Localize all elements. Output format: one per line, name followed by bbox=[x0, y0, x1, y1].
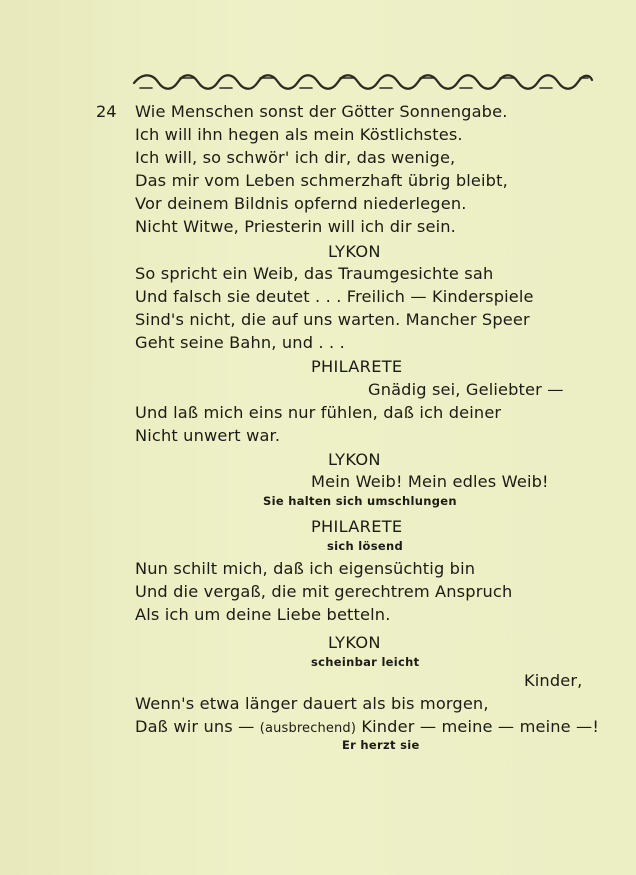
verse-line: So spricht ein Weib, das Traumgesichte sah bbox=[135, 264, 494, 283]
verse-line: Geht seine Bahn, und . . . bbox=[135, 333, 345, 352]
speaker-name: PHILARETE bbox=[311, 517, 403, 536]
verse-line: Vor deinem Bildnis opfernd niederlegen. bbox=[135, 194, 467, 213]
verse-line: Ich will ihn hegen als mein Köstlichstes. bbox=[135, 125, 463, 144]
stage-direction: Er herzt sie bbox=[342, 738, 420, 752]
speaker-name: LYKON bbox=[328, 450, 381, 469]
speaker-name: PHILARETE bbox=[311, 357, 403, 376]
verse-line: Kinder, bbox=[524, 671, 583, 690]
verse-line: Das mir vom Leben schmerzhaft übrig bleibt, bbox=[135, 171, 508, 190]
verse-text: Daß wir uns — bbox=[135, 717, 260, 736]
verse-text: Kinder — meine — meine —! bbox=[356, 717, 600, 736]
verse-line: Nicht unwert war. bbox=[135, 426, 281, 445]
page-number: 24 bbox=[96, 102, 117, 121]
verse-line: Und die vergaß, die mit gerechtrem Anspruch bbox=[135, 582, 513, 601]
verse-line: Nicht Witwe, Priesterin will ich dir sein. bbox=[135, 217, 456, 236]
verse-line: Wenn's etwa länger dauert als bis morgen, bbox=[135, 694, 489, 713]
stage-direction: scheinbar leicht bbox=[311, 655, 420, 669]
verse-line: Und falsch sie deutet . . . Freilich — Kinderspiele bbox=[135, 287, 534, 306]
verse-line: Sind's nicht, die auf uns warten. Mancher Speer bbox=[135, 310, 530, 329]
speaker-name: LYKON bbox=[328, 633, 381, 652]
verse-line: Als ich um deine Liebe betteln. bbox=[135, 605, 391, 624]
verse-line: Wie Menschen sonst der Götter Sonnengabe. bbox=[135, 102, 508, 121]
verse-line: Ich will, so schwör' ich dir, das wenige, bbox=[135, 148, 456, 167]
verse-line: Nun schilt mich, daß ich eigensüchtig bin bbox=[135, 559, 476, 578]
speaker-name: LYKON bbox=[328, 242, 381, 261]
decorative-border-ornament bbox=[132, 70, 594, 96]
verse-line bbox=[135, 717, 599, 736]
verse-line: Mein Weib! Mein edles Weib! bbox=[311, 472, 549, 491]
verse-line: Gnädig sei, Geliebter — bbox=[368, 380, 564, 399]
verse-line: Und laß mich eins nur fühlen, daß ich deiner bbox=[135, 403, 502, 422]
inline-stage-direction: (ausbrechend) bbox=[259, 721, 357, 736]
stage-direction: Sie halten sich umschlungen bbox=[263, 494, 457, 508]
stage-direction: sich lösend bbox=[327, 539, 404, 553]
